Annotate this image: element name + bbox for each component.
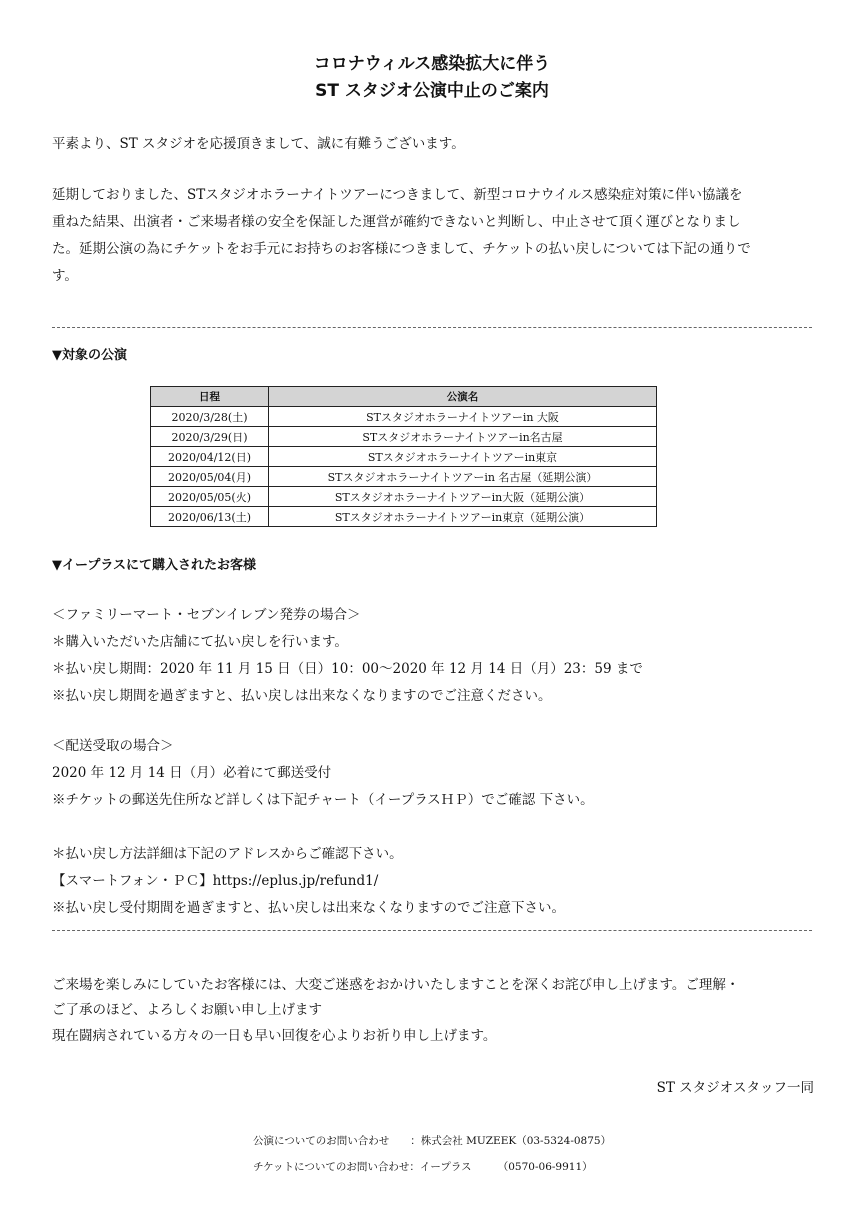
table-row: [151, 427, 657, 447]
event-name: STスタジオホラーナイトツアーin 大阪: [269, 407, 657, 427]
intro-line-2: 重ねた結果、出演者・ご来場者様の安全を保証した運営が確約できないと判断し、中止させて頂く運びとなりまし: [52, 214, 741, 230]
event-date: 2020/05/05(火): [151, 487, 269, 507]
closing-line-1: ご来場を楽しみにしていたお客様には、大変ご迷惑をおかけいたしますことを深くお詫び申し上げます。ご理解・: [52, 977, 740, 993]
table-row: [151, 487, 657, 507]
event-date: 2020/3/29(日): [151, 427, 269, 447]
column-header-date: 日程: [151, 387, 269, 407]
store-refund-line-1: ＊購入いただいた店舗にて払い戻しを行います。: [52, 634, 348, 650]
page-title-line2: ST スタジオ公演中止のご案内: [315, 81, 549, 101]
method-note: ※払い戻し受付期間を過ぎますと、払い戻しは出来なくなりますのでご注意下さい。: [52, 900, 565, 916]
delivery-deadline: 2020 年 12 月 14 日（月）必着にて郵送受付: [52, 765, 332, 781]
events-table: [150, 386, 657, 527]
event-date: 2020/05/04(月): [151, 467, 269, 487]
footer-ticket-contact: チケットについてのお問い合わせ：イープラス （0570-06-9911）: [253, 1161, 593, 1173]
table-row: [151, 447, 657, 467]
eplus-heading: ▼イープラスにて購入されたお客様: [52, 558, 256, 573]
delivery-note: ※チケットの郵送先住所など詳しくは下記チャート（イープラスＨＰ）でご確認 下さい。: [52, 792, 594, 808]
event-name: STスタジオホラーナイトツアーin 名古屋（延期公演）: [269, 467, 657, 487]
store-refund-note: ※払い戻し期間を過ぎますと、払い戻しは出来なくなりますのでご注意ください。: [52, 688, 552, 704]
store-refund-period: ＊払い戻し期間：2020 年 11 月 15 日（日）10：00～2020 年 12 月 14 日（月）23：59 まで: [52, 661, 643, 677]
event-date: 2020/06/13(土): [151, 507, 269, 527]
intro-line-1: 延期しておりました、STスタジオホラーナイトツアーにつきまして、新型コロナウイルス感染症対策に伴い協議を: [52, 187, 743, 203]
event-name: STスタジオホラーナイトツアーin大阪（延期公演）: [269, 487, 657, 507]
intro-line-4: す。: [52, 268, 78, 284]
closing-line-2: ご了承のほど、よろしくお願い申し上げます: [52, 1002, 322, 1018]
signature: ST スタジオスタッフ一同: [656, 1080, 814, 1096]
store-refund-title: ＜ファミリーマート・セブンイレブン発券の場合＞: [52, 607, 361, 623]
table-row: [151, 507, 657, 527]
closing-line-3: 現在闘病されている方々の一日も早い回復を心よりお祈り申し上げます。: [52, 1028, 497, 1044]
intro-line-3: た。延期公演の為にチケットをお手元にお持ちのお客様につきまして、チケットの払い戻しについては下記の通りで: [52, 241, 751, 257]
event-name: STスタジオホラーナイトツアーin名古屋: [269, 427, 657, 447]
event-name: STスタジオホラーナイトツアーin東京（延期公演）: [269, 507, 657, 527]
refund-url-line: 【スマートフォン・ＰＣ】https://eplus.jp/refund1/: [52, 873, 379, 889]
event-name: STスタジオホラーナイトツアーin東京: [269, 447, 657, 467]
greeting-text: 平素より、ST スタジオを応援頂きまして、誠に有難うございます。: [52, 136, 465, 152]
method-line-1: ＊払い戻し方法詳細は下記のアドレスからご確認下さい。: [52, 846, 403, 862]
events-heading: ▼対象の公演: [52, 348, 127, 363]
divider-top: [52, 327, 812, 328]
event-date: 2020/3/28(土): [151, 407, 269, 427]
divider-bottom: [52, 930, 812, 931]
delivery-title: ＜配送受取の場合＞: [52, 738, 174, 754]
table-row: [151, 407, 657, 427]
footer-performance-contact: 公演についてのお問い合わせ ：株式会社 MUZEEK（03-5324-0875）: [253, 1135, 612, 1147]
column-header-performance: 公演名: [269, 387, 657, 407]
table-row: [151, 467, 657, 487]
page-title-line1: コロナウィルス感染拡大に伴う: [313, 54, 551, 74]
table-header-row: [151, 387, 657, 407]
event-date: 2020/04/12(日): [151, 447, 269, 467]
